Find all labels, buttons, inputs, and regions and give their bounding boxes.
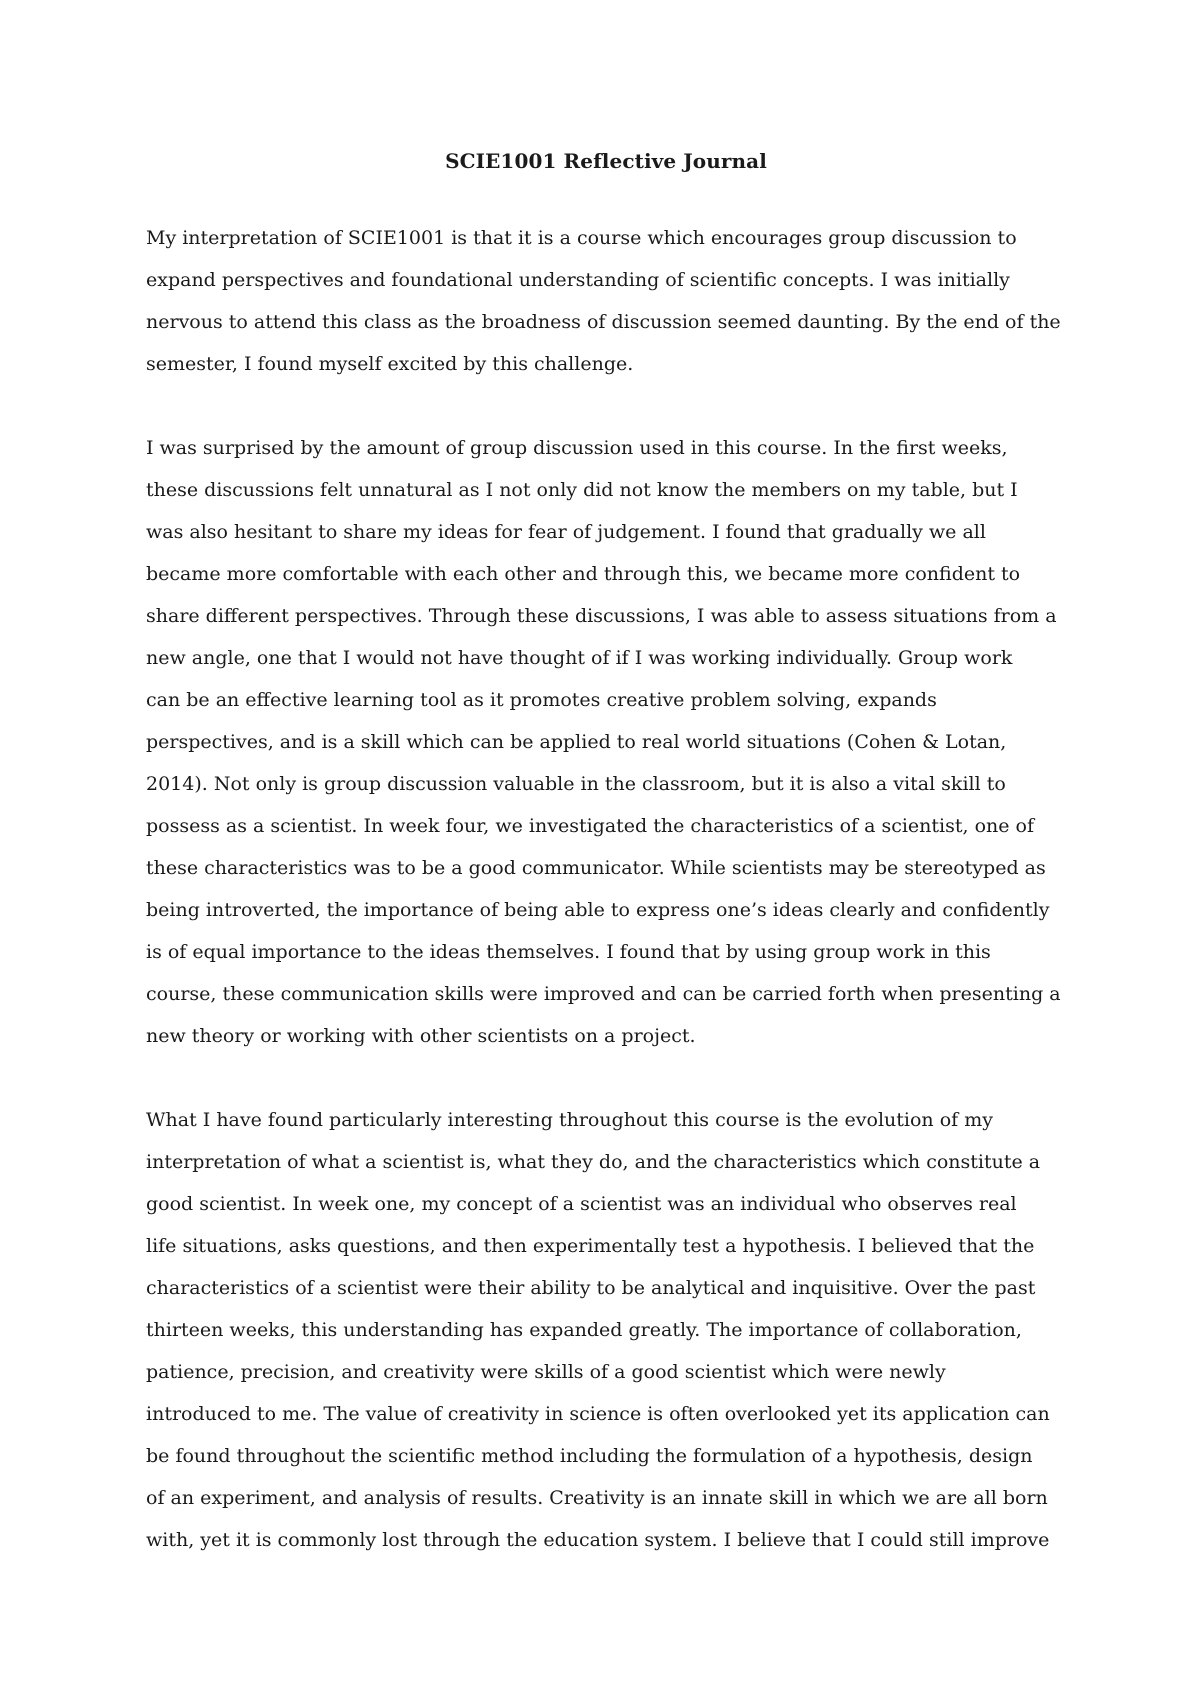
paragraph-line: was also hesitant to share my ideas for fear of judgement. I found that gradually we all (146, 521, 986, 543)
paragraph-line: characteristics of a scientist were their ability to be analytical and inquisitive. Over the past (146, 1277, 1036, 1299)
paragraph-line: course, these communication skills were improved and can be carried forth when presenting a (146, 983, 1061, 1005)
body-paragraph (146, 217, 1066, 385)
paragraph-line: perspectives, and is a skill which can be applied to real world situations (Cohen & Lotan, (146, 731, 1007, 753)
paragraph-line: these characteristics was to be a good communicator. While scientists may be stereotyped as (146, 857, 1046, 879)
paragraph-line: being introverted, the importance of being able to express one’s ideas clearly and confidently (146, 899, 1050, 921)
document-title: SCIE1001 Reflective Journal (445, 149, 767, 173)
paragraph-line: patience, precision, and creativity were skills of a good scientist which were newly (146, 1361, 946, 1383)
body-paragraph (146, 427, 1066, 1057)
paragraph-line: semester, I found myself excited by this challenge. (146, 353, 634, 375)
paragraph-line: possess as a scientist. In week four, we investigated the characteristics of a scientist, one of (146, 815, 1035, 837)
document-page (146, 140, 1066, 1603)
paragraph-line: these discussions felt unnatural as I not only did not know the members on my table, but I (146, 479, 1018, 501)
paragraph-line: new angle, one that I would not have thought of if I was working individually. Group work (146, 647, 1013, 669)
paragraph-line: new theory or working with other scientists on a project. (146, 1025, 696, 1047)
paragraph-line: What I have found particularly interesting throughout this course is the evolution of my (146, 1109, 993, 1131)
paragraph-line: expand perspectives and foundational understanding of scientific concepts. I was initially (146, 269, 1010, 291)
paragraph-line: introduced to me. The value of creativity in science is often overlooked yet its application can (146, 1403, 1050, 1425)
body-paragraph (146, 1099, 1066, 1561)
paragraph-line: is of equal importance to the ideas themselves. I found that by using group work in this (146, 941, 991, 963)
paragraph-line: I was surprised by the amount of group discussion used in this course. In the first weeks, (146, 437, 1008, 459)
paragraph-line: with, yet it is commonly lost through the education system. I believe that I could still improve (146, 1529, 1050, 1551)
paragraph-line: 2014). Not only is group discussion valuable in the classroom, but it is also a vital skill to (146, 773, 1006, 795)
paragraph-line: life situations, asks questions, and then experimentally test a hypothesis. I believed that the (146, 1235, 1035, 1257)
paragraph-line: nervous to attend this class as the broadness of discussion seemed daunting. By the end of the (146, 311, 1061, 333)
document-body (146, 217, 1066, 1561)
paragraph-line: My interpretation of SCIE1001 is that it is a course which encourages group discussion to (146, 227, 1017, 249)
paragraph-line: be found throughout the scientific method including the formulation of a hypothesis, design (146, 1445, 1033, 1467)
paragraph-line: thirteen weeks, this understanding has expanded greatly. The importance of collaboration, (146, 1319, 1022, 1341)
paragraph-line: share different perspectives. Through these discussions, I was able to assess situations from a (146, 605, 1057, 627)
paragraph-line: can be an effective learning tool as it promotes creative problem solving, expands (146, 689, 937, 711)
paragraph-line: of an experiment, and analysis of results. Creativity is an innate skill in which we are all born (146, 1487, 1048, 1509)
paragraph-line: interpretation of what a scientist is, what they do, and the characteristics which constitute a (146, 1151, 1041, 1173)
paragraph-line: good scientist. In week one, my concept of a scientist was an individual who observes real (146, 1193, 1017, 1215)
paragraph-line: became more comfortable with each other and through this, we became more confident to (146, 563, 1021, 585)
